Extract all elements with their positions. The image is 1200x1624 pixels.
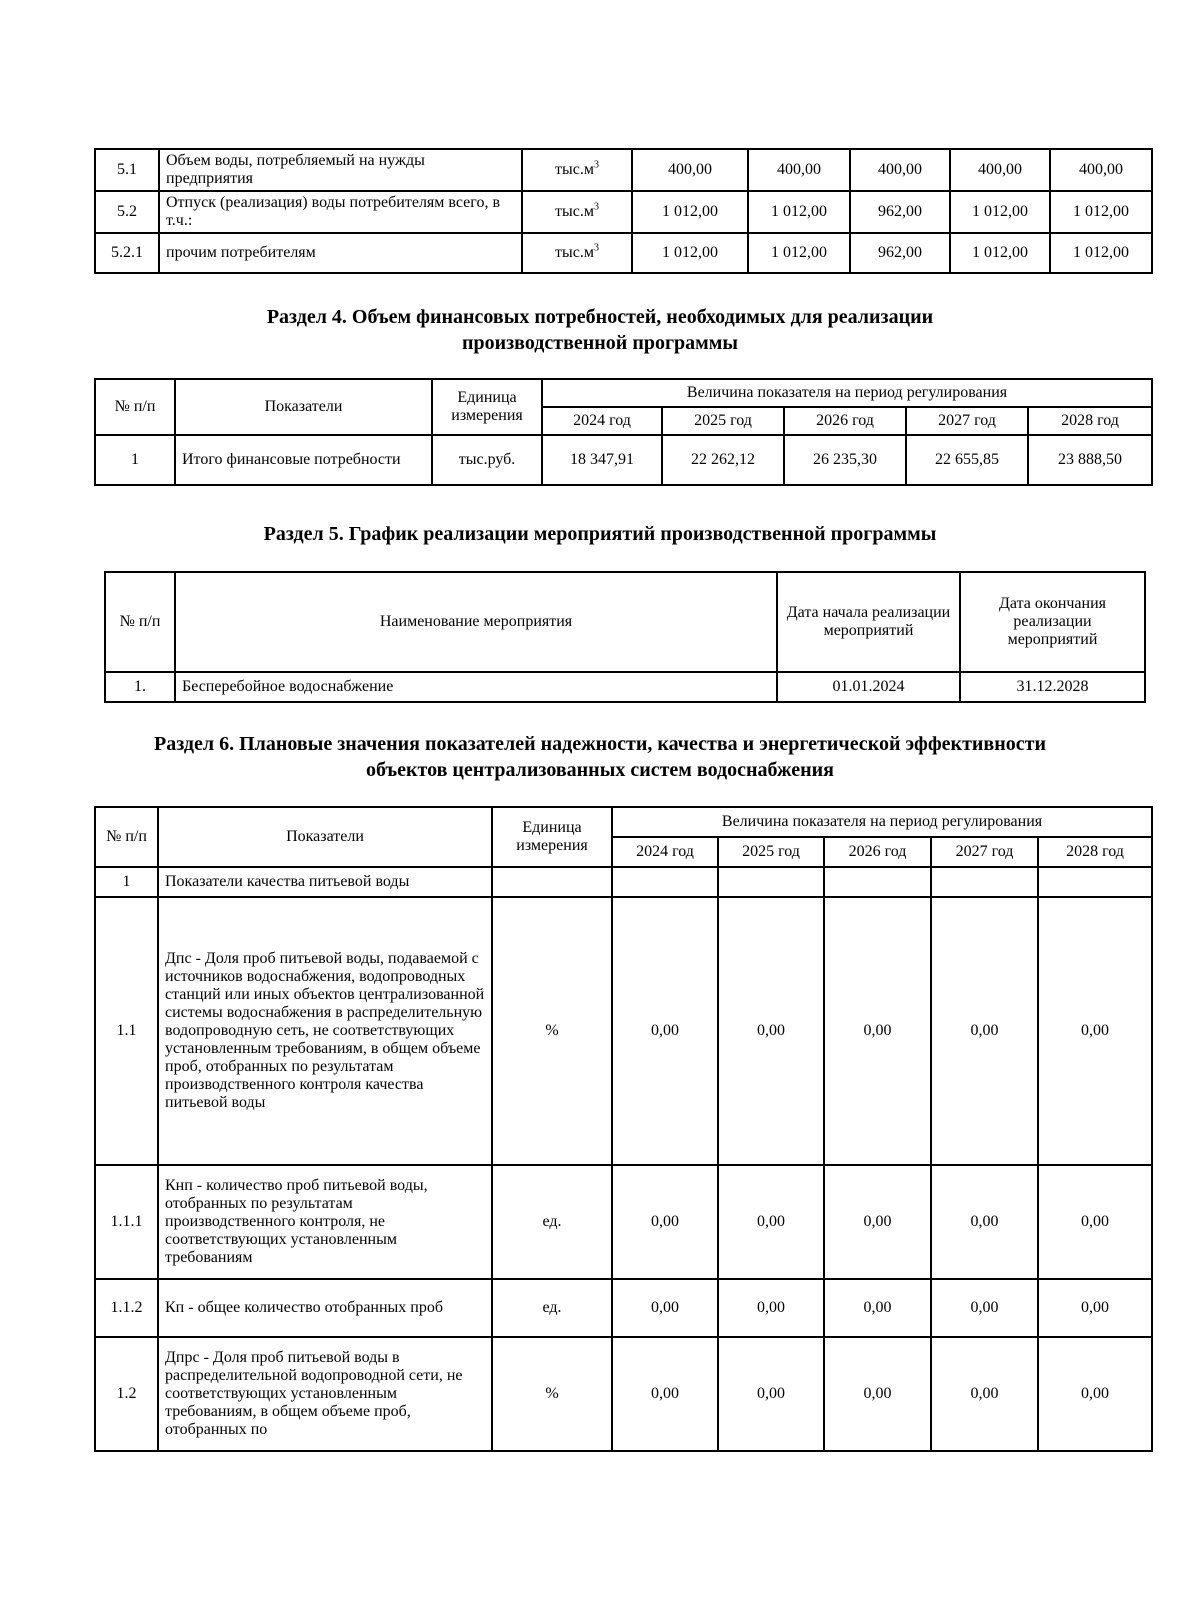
value-cell: 22 262,12 xyxy=(662,435,784,485)
value-cell: 26 235,30 xyxy=(784,435,906,485)
value-cell: 0,00 xyxy=(612,1337,718,1451)
section4-title: Раздел 4. Объем финансовых потребностей, необходимых для реализации производственной программы xyxy=(266,306,934,354)
header-row xyxy=(95,379,1152,407)
reliability-indicators-table xyxy=(94,806,1153,1452)
value-cell: 400,00 xyxy=(748,149,850,191)
header-name: Показатели xyxy=(158,807,492,867)
value-cell: 1 012,00 xyxy=(950,233,1050,273)
header-num: № п/п xyxy=(105,572,175,672)
value-cell: 0,00 xyxy=(718,1279,824,1337)
table-row xyxy=(95,1279,1152,1337)
header-year: 2025 год xyxy=(662,407,784,435)
empty-cell xyxy=(931,867,1038,897)
header-year: 2024 год xyxy=(542,407,662,435)
table-row xyxy=(95,149,1152,191)
header-unit: Единица измерения xyxy=(492,807,612,867)
row-unit: $тыс.м^3$ xyxy=(522,149,632,191)
value-cell: 1 012,00 xyxy=(632,233,748,273)
empty-cell xyxy=(718,867,824,897)
section6-title: Раздел 6. Плановые значения показателей надежности, качества и энергетической эффективности объектов централизованных систем водоснабжения xyxy=(154,733,1046,781)
header-year: 2027 год xyxy=(906,407,1028,435)
value-cell: 0,00 xyxy=(718,1337,824,1451)
row-number: 5.1 xyxy=(95,149,159,191)
value-cell: 400,00 xyxy=(1050,149,1152,191)
row-name: Бесперебойное водоснабжение xyxy=(175,672,777,702)
start-date: 01.01.2024 xyxy=(777,672,960,702)
header-start-date: Дата начала реализации мероприятий xyxy=(777,572,960,672)
value-cell: 0,00 xyxy=(1038,1165,1152,1279)
row-number: 1.2 xyxy=(95,1337,158,1451)
header-year: 2028 год xyxy=(1038,837,1152,867)
value-cell: 0,00 xyxy=(824,1279,931,1337)
row-number: 5.2.1 xyxy=(95,233,159,273)
row-unit: % xyxy=(492,897,612,1165)
row-unit: ед. xyxy=(492,1165,612,1279)
value-cell: 400,00 xyxy=(632,149,748,191)
value-cell: 0,00 xyxy=(931,1279,1038,1337)
table-row xyxy=(95,897,1152,1165)
value-cell: 400,00 xyxy=(850,149,950,191)
header-year: 2027 год xyxy=(931,837,1038,867)
value-cell: 0,00 xyxy=(931,1165,1038,1279)
section5-title: Раздел 5. График реализации мероприятий производственной программы xyxy=(263,523,937,545)
header-name: Показатели xyxy=(175,379,432,435)
row-number: 1.1.1 xyxy=(95,1165,158,1279)
value-cell: 0,00 xyxy=(824,897,931,1165)
value-cell: 400,00 xyxy=(950,149,1050,191)
row-number: 1 xyxy=(95,435,175,485)
header-year: 2026 год xyxy=(824,837,931,867)
table-row xyxy=(95,233,1152,273)
value-cell: 22 655,85 xyxy=(906,435,1028,485)
row-name: прочим потребителям xyxy=(159,233,522,273)
row-name: Кнп - количество проб питьевой воды, отобранных по результатам производственного контроля, не соответствующих установленным требованиям xyxy=(158,1165,492,1279)
row-unit: ед. xyxy=(492,1279,612,1337)
value-cell: 0,00 xyxy=(931,1337,1038,1451)
row-number: 1 xyxy=(95,867,158,897)
row-number: 1.1.2 xyxy=(95,1279,158,1337)
value-cell: 1 012,00 xyxy=(1050,233,1152,273)
value-cell: 1 012,00 xyxy=(632,191,748,233)
header-period: Величина показателя на период регулирования xyxy=(612,807,1152,837)
row-unit: тыс.руб. xyxy=(432,435,542,485)
value-cell: 0,00 xyxy=(1038,1279,1152,1337)
table-row xyxy=(95,435,1152,485)
row-name: Отпуск (реализация) воды потребителям всего, в т.ч.: xyxy=(159,191,522,233)
header-row xyxy=(95,807,1152,837)
row-name: Итого финансовые потребности xyxy=(175,435,432,485)
header-end-date: Дата окончания реализации мероприятий xyxy=(960,572,1145,672)
row-unit: $тыс.м^3$ xyxy=(522,191,632,233)
value-cell: 1 012,00 xyxy=(950,191,1050,233)
value-cell: 23 888,50 xyxy=(1028,435,1152,485)
value-cell: 1 012,00 xyxy=(748,233,850,273)
value-cell: 0,00 xyxy=(1038,1337,1152,1451)
header-row xyxy=(105,572,1145,672)
table-row xyxy=(95,1165,1152,1279)
header-year: 2025 год xyxy=(718,837,824,867)
value-cell: 0,00 xyxy=(612,1279,718,1337)
value-cell: 0,00 xyxy=(824,1165,931,1279)
table-row xyxy=(95,191,1152,233)
row-name: Показатели качества питьевой воды xyxy=(158,867,492,897)
row-number: 1. xyxy=(105,672,175,702)
header-year: 2024 год xyxy=(612,837,718,867)
value-cell: 962,00 xyxy=(850,233,950,273)
row-name: Кп - общее количество отобранных проб xyxy=(158,1279,492,1337)
header-year: 2026 год xyxy=(784,407,906,435)
value-cell: 962,00 xyxy=(850,191,950,233)
value-cell: 1 012,00 xyxy=(1050,191,1152,233)
header-num: № п/п xyxy=(95,807,158,867)
value-cell: 0,00 xyxy=(612,1165,718,1279)
value-cell: 0,00 xyxy=(824,1337,931,1451)
value-cell: 18 347,91 xyxy=(542,435,662,485)
end-date: 31.12.2028 xyxy=(960,672,1145,702)
row-name: Дпс - Доля проб питьевой воды, подаваемой с источников водоснабжения, водопроводных станций или иных объектов централизованной системы водоснабжения в распределительную водопроводную сеть, не соответствующих установленным требованиям, в общем объеме проб, отобранных по результатам производственного контроля качества питьевой воды xyxy=(158,897,492,1165)
empty-cell xyxy=(1038,867,1152,897)
row-number: 1.1 xyxy=(95,897,158,1165)
row-number: 5.2 xyxy=(95,191,159,233)
row-unit: $тыс.м^3$ xyxy=(522,233,632,273)
value-cell: 0,00 xyxy=(612,897,718,1165)
header-period: Величина показателя на период регулирования xyxy=(542,379,1152,407)
value-cell: 0,00 xyxy=(718,897,824,1165)
value-cell: 1 012,00 xyxy=(748,191,850,233)
table-row xyxy=(95,1337,1152,1451)
table-row xyxy=(105,672,1145,702)
empty-cell xyxy=(612,867,718,897)
empty-cell xyxy=(824,867,931,897)
financial-needs-table xyxy=(94,378,1153,486)
row-unit: % xyxy=(492,1337,612,1451)
row-name: Дпрс - Доля проб питьевой воды в распределительной водопроводной сети, не соответствующих установленным требованиям, в общем объеме проб, отобранных по xyxy=(158,1337,492,1451)
empty-cell xyxy=(492,867,612,897)
header-year: 2028 год xyxy=(1028,407,1152,435)
group-row xyxy=(95,867,1152,897)
value-cell: 0,00 xyxy=(718,1165,824,1279)
header-name: Наименование мероприятия xyxy=(175,572,777,672)
water-volume-table xyxy=(94,148,1153,274)
row-name: Объем воды, потребляемый на нужды предприятия xyxy=(159,149,522,191)
header-unit: Единица измерения xyxy=(432,379,542,435)
schedule-table xyxy=(104,571,1146,703)
value-cell: 0,00 xyxy=(931,897,1038,1165)
value-cell: 0,00 xyxy=(1038,897,1152,1165)
header-num: № п/п xyxy=(95,379,175,435)
